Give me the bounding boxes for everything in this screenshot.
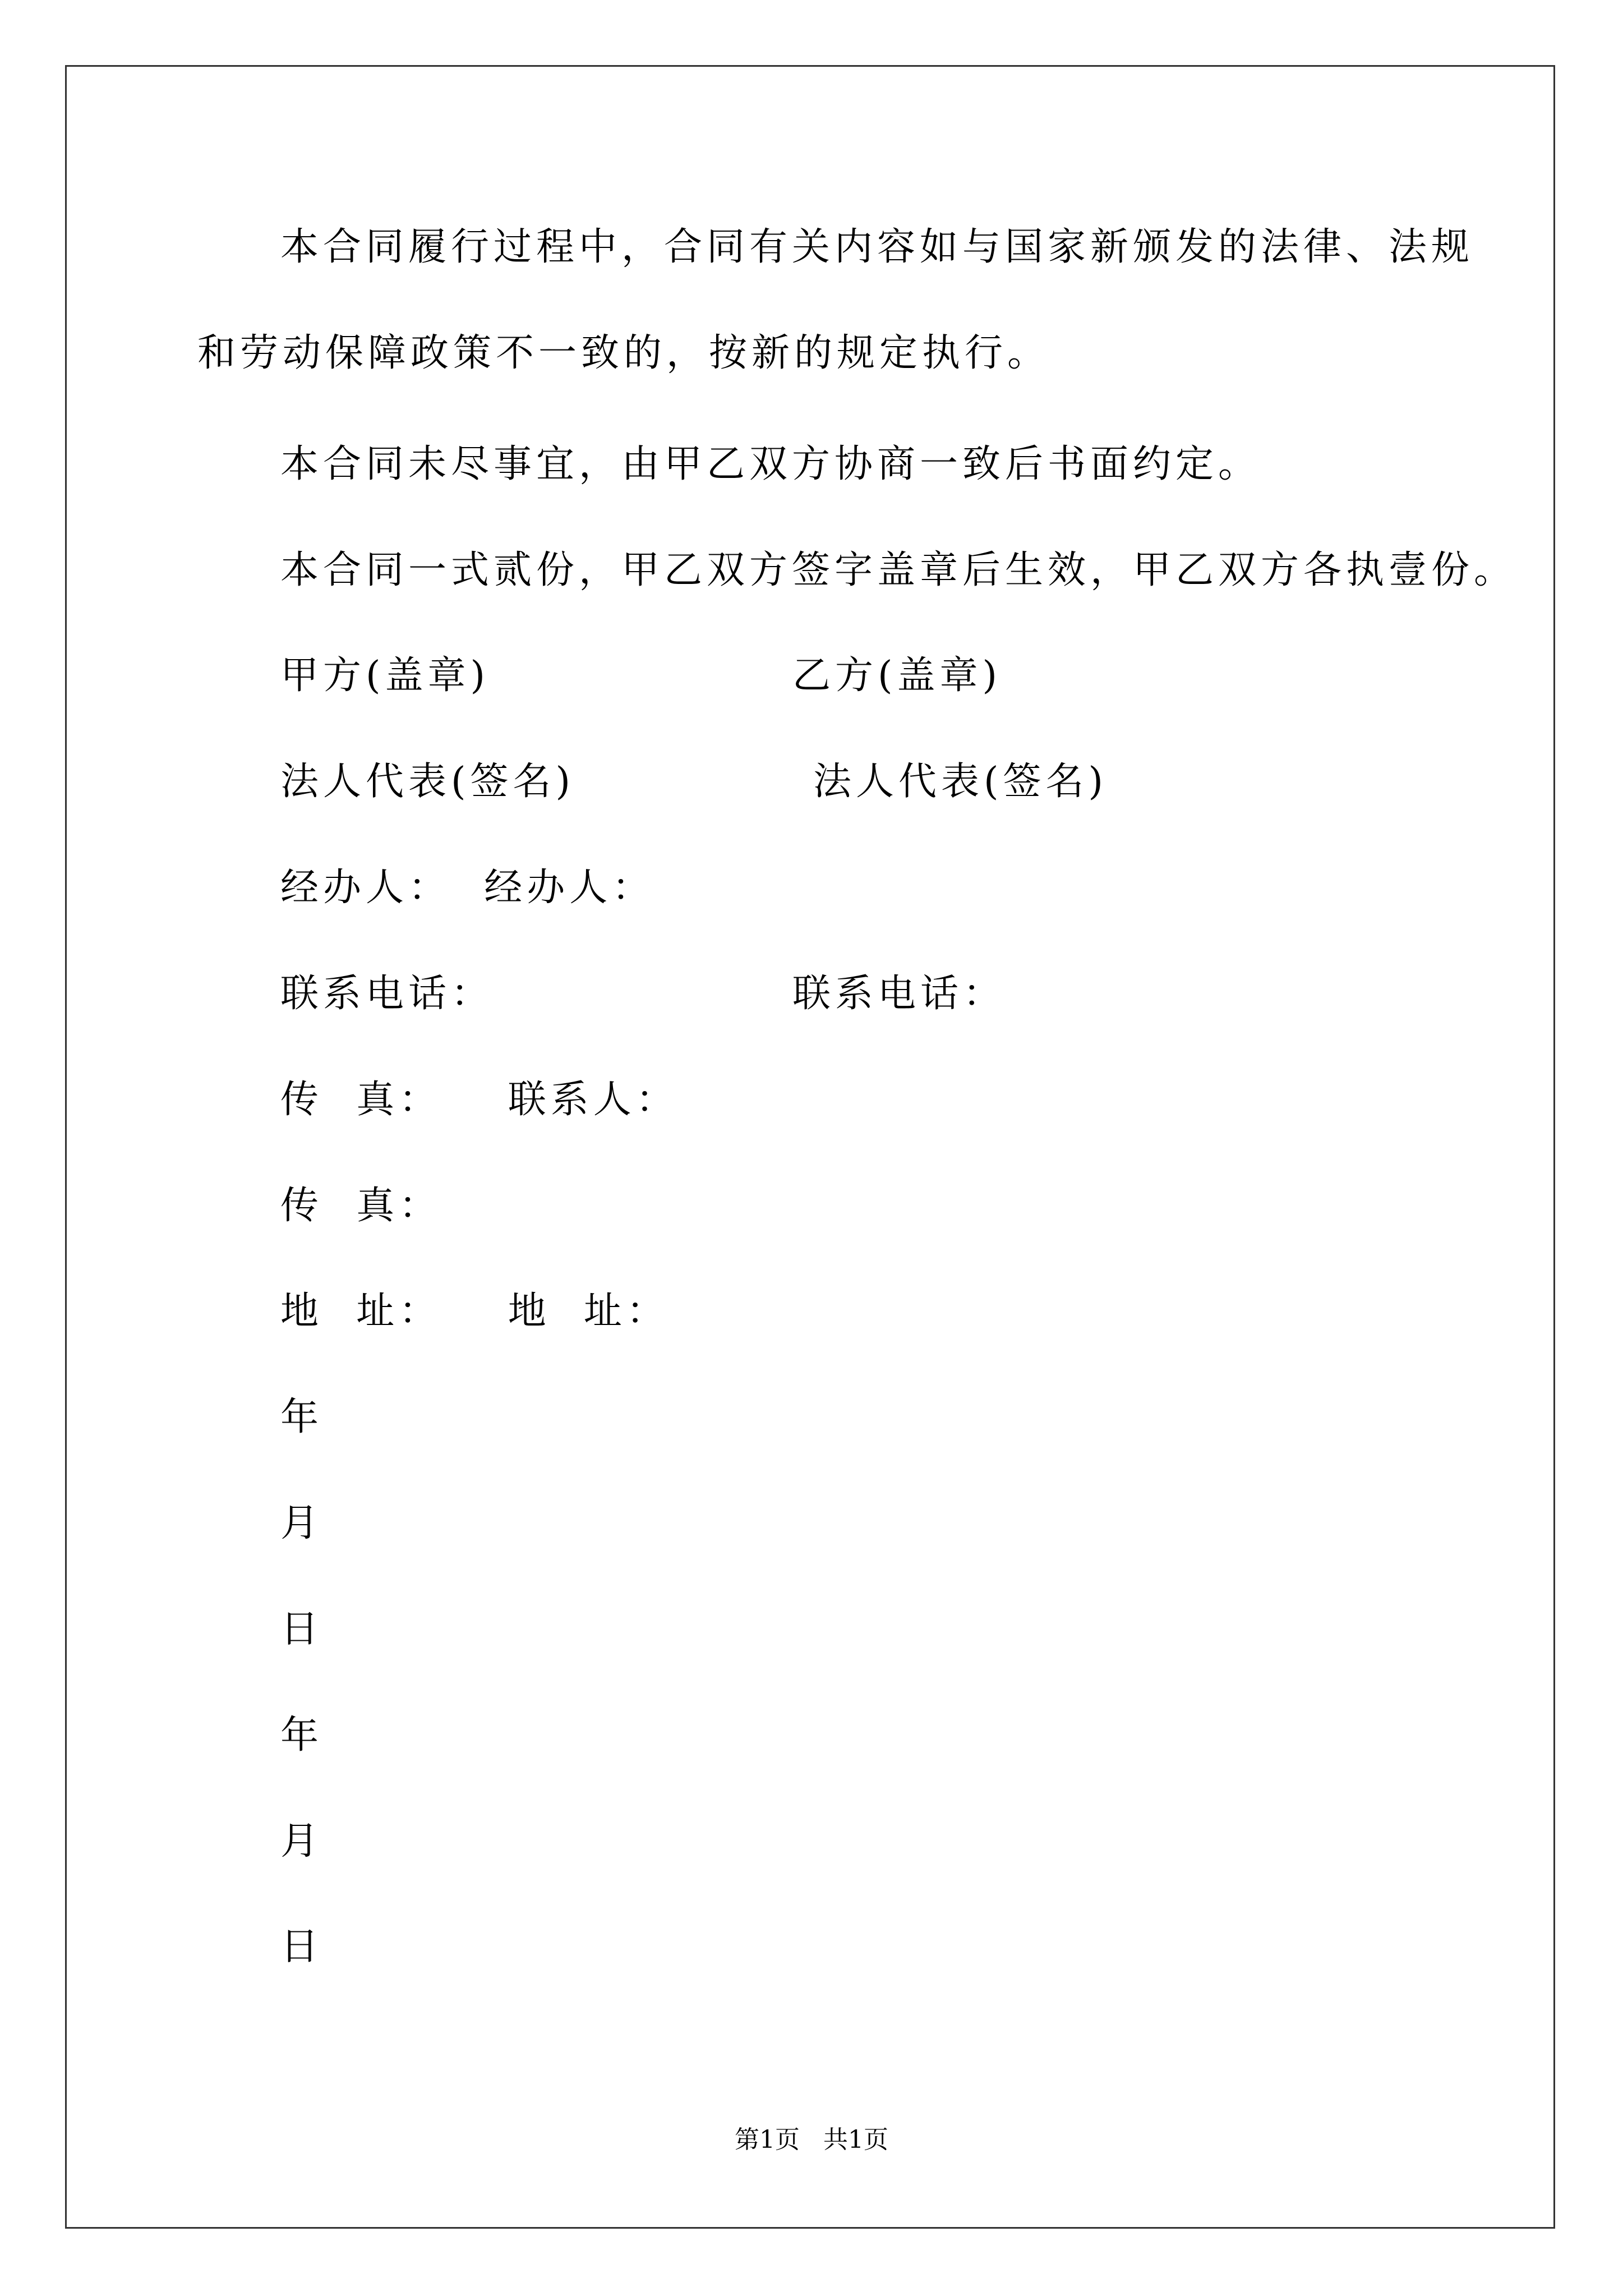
date-year-1: 年	[280, 1395, 324, 1439]
paragraph-3: 本合同一式贰份，甲乙双方签字盖章后生效，甲乙双方各执壹份。	[280, 548, 1517, 592]
paragraph-2: 本合同未尽事宜，由甲乙双方协商一致后书面约定。	[280, 442, 1261, 486]
date-month-2: 月	[280, 1819, 324, 1864]
party-b-phone-label: 联系电话：	[792, 972, 1006, 1016]
fax-row: 传 真：	[280, 1184, 442, 1228]
date-year-2: 年	[280, 1713, 324, 1757]
party-b-legal-rep-label: 法人代表(签名)	[813, 760, 1108, 804]
address-row: 地 址： 地 址：	[280, 1289, 669, 1333]
fax-contact-row: 传 真： 联系人：	[280, 1078, 679, 1122]
party-b-seal-label: 乙方(盖章)	[792, 654, 1002, 698]
page-footer: 第1页 共1页	[735, 2125, 888, 2154]
party-a-phone-label: 联系电话：	[280, 972, 494, 1016]
paragraph-1-line-1: 本合同履行过程中，合同有关内容如与国家新颁发的法律、法规	[280, 225, 1474, 269]
handler-row: 经办人： 经办人：	[280, 866, 655, 910]
date-day-2: 日	[280, 1925, 324, 1969]
paragraph-1-line-2: 和劳动保障政策不一致的，按新的规定执行。	[197, 331, 1050, 375]
party-a-legal-rep-label: 法人代表(签名)	[280, 760, 575, 804]
date-month-1: 月	[280, 1501, 324, 1545]
date-day-1: 日	[280, 1607, 324, 1651]
party-a-seal-label: 甲方(盖章)	[280, 654, 490, 698]
page-border	[65, 65, 1555, 2229]
